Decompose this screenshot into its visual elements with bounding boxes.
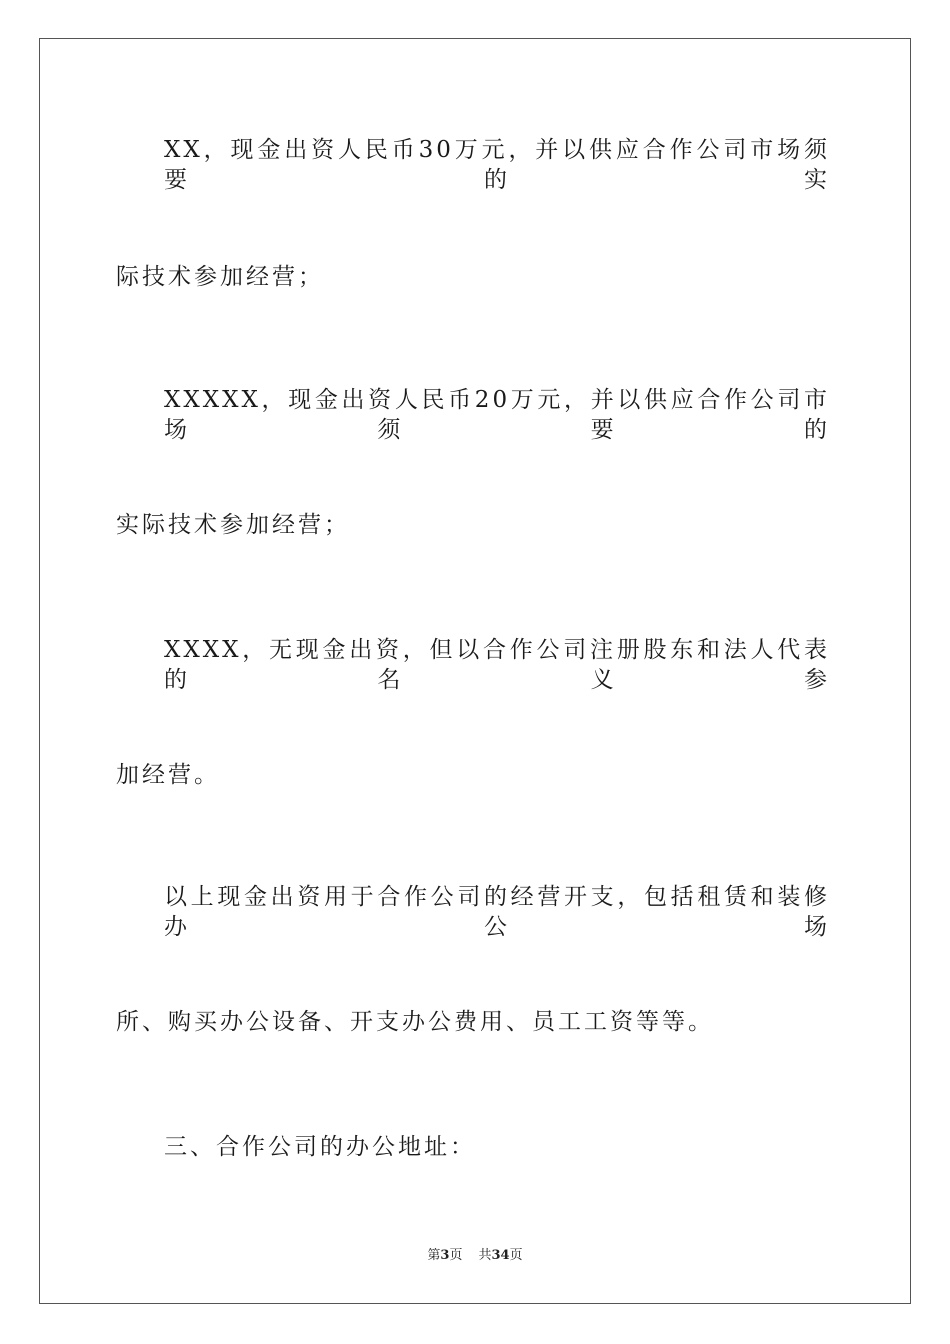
footer-page-suffix: 页	[449, 1248, 463, 1263]
footer-total-pages: 34	[491, 1248, 510, 1263]
paragraph-line-8: 所、购买办公设备、开支办公费用、员工工资等等。	[116, 1009, 714, 1035]
paragraph-line-2: 际技术参加经营；	[116, 264, 324, 290]
footer-page-current: 3	[440, 1248, 450, 1263]
footer-page-prefix: 第	[427, 1248, 441, 1263]
paragraph-line-1: XX，现金出资人民币30万元，并以供应合作公司市场须要的实	[164, 137, 830, 193]
footer-total-prefix: 共	[478, 1248, 492, 1263]
paragraph-line-6: 加经营。	[116, 762, 220, 788]
page-footer	[0, 1247, 950, 1265]
paragraph-line-4: 实际技术参加经营；	[116, 512, 350, 538]
section-heading: 三、合作公司的办公地址：	[164, 1134, 476, 1160]
paragraph-line-5: XXXX，无现金出资，但以合作公司注册股东和法人代表的名义参	[164, 637, 830, 693]
paragraph-line-3: XXXXX，现金出资人民币20万元，并以供应合作公司市场须要的	[164, 387, 830, 443]
footer-total-suffix: 页	[509, 1248, 523, 1263]
paragraph-line-7: 以上现金出资用于合作公司的经营开支，包括租赁和装修办公场	[164, 884, 830, 940]
